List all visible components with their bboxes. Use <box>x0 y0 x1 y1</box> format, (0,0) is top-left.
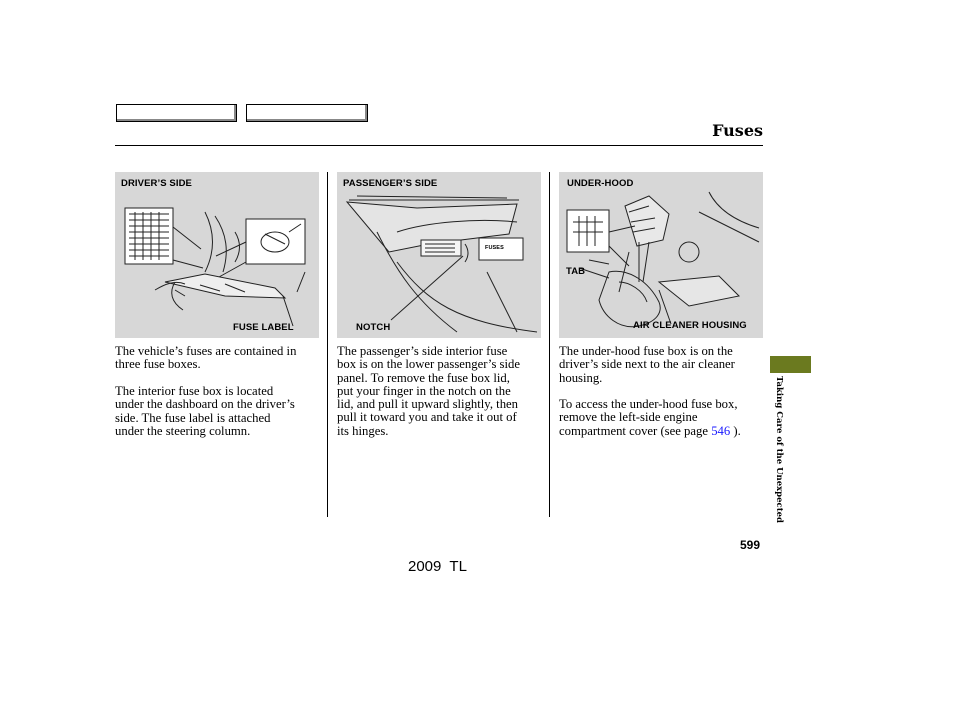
title-rule <box>115 145 763 146</box>
footer-model: 2009 TL <box>408 558 467 575</box>
text-line: The interior fuse box is located <box>115 384 274 398</box>
text-line: three fuse boxes. <box>115 357 201 372</box>
passengers-side-label: PASSENGER’S SIDE <box>343 178 438 189</box>
text-line: remove the left-side engine <box>559 410 698 425</box>
page-link-546[interactable]: 546 <box>711 423 731 438</box>
text-line: under the dashboard on the driver’s <box>115 397 295 412</box>
nav-button-2[interactable] <box>246 104 368 122</box>
text-line: lid, and pull it upward slightly, then <box>337 397 519 412</box>
text-line: put your finger in the notch on the <box>337 383 511 398</box>
column-divider-2 <box>549 172 550 517</box>
drivers-side-illustration <box>115 172 319 338</box>
text-line: box is on the lower passenger’s side <box>337 357 520 372</box>
under-hood-illustration <box>559 172 763 338</box>
notch-callout: NOTCH <box>356 322 391 333</box>
text-line <box>559 425 759 438</box>
text-line: under the steering column. <box>115 423 251 438</box>
page-title: Fuses <box>712 121 763 140</box>
text-line: housing. <box>559 370 603 385</box>
text-line: pull it toward you and take it out of <box>337 410 517 425</box>
text-line: The vehicle’s fuses are contained in <box>115 344 297 358</box>
section-tab[interactable] <box>770 356 811 373</box>
col1-paragraph-1 <box>115 345 315 372</box>
fuse-label-callout: FUSE LABEL <box>233 322 294 333</box>
column-divider-1 <box>327 172 328 517</box>
passengers-side-figure <box>337 172 541 338</box>
text-line: The passenger’s side interior fuse <box>337 344 508 358</box>
text-line: its hinges. <box>337 423 389 438</box>
text-line: side. The fuse label is attached <box>115 410 271 425</box>
air-cleaner-housing-callout: AIR CLEANER HOUSING <box>633 320 747 331</box>
text-line: The under-hood fuse box is on the <box>559 344 733 358</box>
tab-callout: TAB <box>566 266 586 277</box>
page-number: 599 <box>740 538 761 552</box>
col2-paragraph-1 <box>337 345 537 438</box>
nav-button-1[interactable] <box>116 104 237 122</box>
drivers-side-label: DRIVER’S SIDE <box>121 178 192 189</box>
text-fragment: compartment cover (see page <box>559 423 712 438</box>
col3-paragraph-2 <box>559 398 759 438</box>
under-hood-figure <box>559 172 763 338</box>
text-fragment: ). <box>730 423 741 438</box>
col1-paragraph-2 <box>115 385 315 438</box>
text-line: To access the under-hood fuse box, <box>559 397 738 411</box>
text-line: driver’s side next to the air cleaner <box>559 357 735 372</box>
drivers-side-figure <box>115 172 319 338</box>
col3-paragraph-1 <box>559 345 759 385</box>
under-hood-label: UNDER-HOOD <box>567 178 634 189</box>
passengers-side-illustration <box>337 172 541 338</box>
section-side-text: Taking Care of the Unexpected <box>774 376 784 523</box>
section-side-label <box>770 376 786 536</box>
text-line: panel. To remove the fuse box lid, <box>337 370 510 385</box>
fuses-lid-label: FUSES <box>485 245 504 251</box>
